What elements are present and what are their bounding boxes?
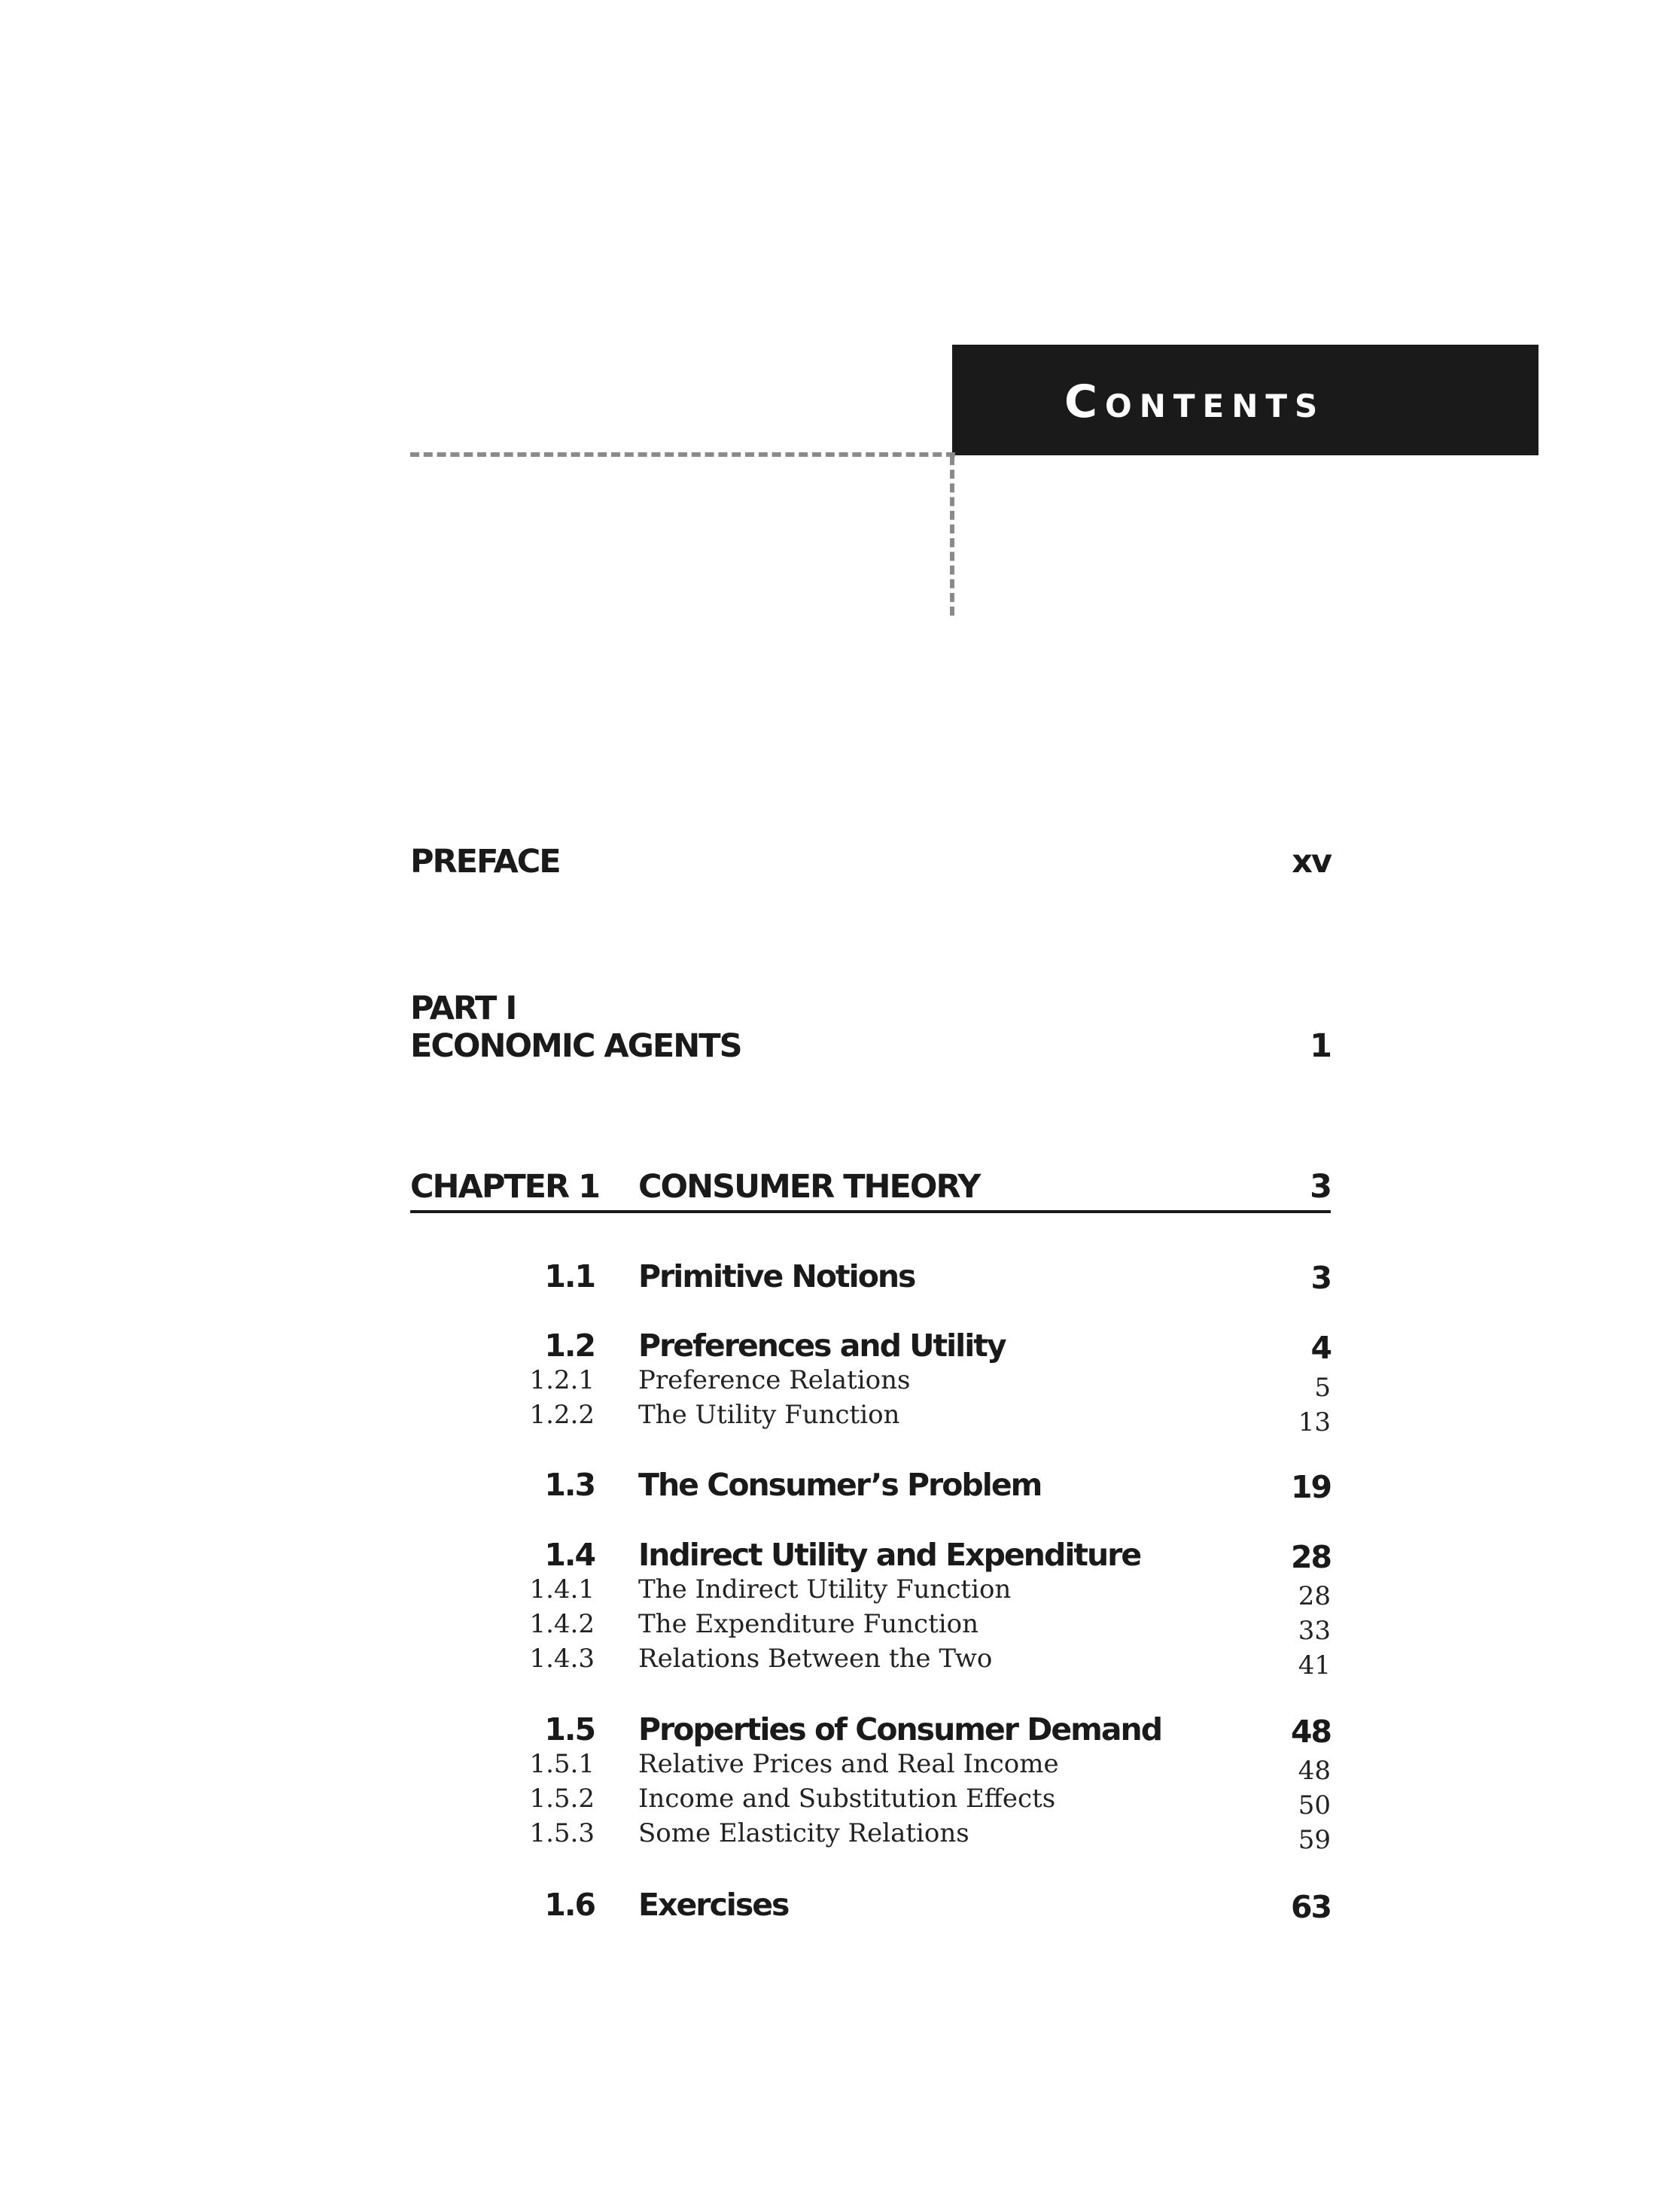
toc-section-number: 1.1 [544, 1258, 595, 1294]
toc-part-label: PART I [410, 990, 516, 1027]
toc-subsection-number: 1.4.2 [529, 1609, 595, 1639]
dashed-rule-horizontal [410, 452, 955, 457]
toc-subsection-page: 28 [1298, 1581, 1331, 1611]
toc-subsection-page: 13 [1298, 1407, 1331, 1437]
toc-section-title[interactable]: Preferences and Utility [638, 1328, 1006, 1364]
toc-section-number: 1.2 [544, 1328, 595, 1364]
toc-subsection-number: 1.2.2 [529, 1400, 595, 1430]
toc-subsection-page: 33 [1298, 1616, 1331, 1646]
toc-subsection-title[interactable]: The Expenditure Function [638, 1609, 978, 1639]
toc-chapter-page: 3 [1310, 1168, 1331, 1206]
toc-subsection-title[interactable]: Relations Between the Two [638, 1644, 993, 1674]
toc-section-page: 28 [1290, 1539, 1331, 1575]
toc-subsection-page: 59 [1298, 1825, 1331, 1855]
toc-subsection-number: 1.4.3 [529, 1644, 595, 1674]
toc-subsection-number: 1.5.1 [529, 1749, 595, 1779]
toc-section-page: 63 [1290, 1889, 1331, 1925]
toc-subsection-title[interactable]: Income and Substitution Effects [638, 1784, 1056, 1814]
toc-subsection-title[interactable]: Preference Relations [638, 1365, 911, 1395]
toc-section-page: 3 [1310, 1260, 1331, 1296]
toc-section-title[interactable]: Exercises [638, 1887, 789, 1923]
toc-section-page: 4 [1310, 1330, 1331, 1366]
chapter-rule [410, 1210, 1331, 1213]
toc-section-number: 1.4 [544, 1537, 595, 1573]
toc-part-page: 1 [1310, 1027, 1331, 1065]
toc-subsection-number: 1.2.1 [529, 1365, 595, 1395]
toc-subsection-title[interactable]: The Utility Function [638, 1400, 900, 1430]
page-title: Contents [1064, 376, 1325, 428]
toc-section-title[interactable]: Primitive Notions [638, 1258, 915, 1294]
dashed-rule-vertical [950, 456, 954, 616]
toc-section-number: 1.6 [544, 1887, 595, 1923]
toc-chapter-label: CHAPTER 1 [410, 1168, 600, 1206]
toc-preface-label[interactable]: PREFACE [410, 843, 560, 881]
toc-subsection-title[interactable]: Relative Prices and Real Income [638, 1749, 1059, 1779]
toc-section-number: 1.5 [544, 1711, 595, 1747]
toc-subsection-page: 41 [1298, 1650, 1331, 1681]
toc-section-page: 48 [1290, 1714, 1331, 1750]
toc-subsection-number: 1.5.3 [529, 1818, 595, 1848]
toc-part-title[interactable]: ECONOMIC AGENTS [410, 1027, 741, 1065]
toc-section-title[interactable]: The Consumer’s Problem [638, 1467, 1042, 1503]
toc-subsection-page: 5 [1314, 1373, 1331, 1403]
toc-subsection-number: 1.4.1 [529, 1574, 595, 1605]
toc-subsection-page: 50 [1298, 1790, 1331, 1820]
toc-subsection-title[interactable]: The Indirect Utility Function [638, 1574, 1012, 1605]
toc-section-number: 1.3 [544, 1467, 595, 1503]
toc-subsection-page: 48 [1298, 1756, 1331, 1786]
toc-subsection-title[interactable]: Some Elasticity Relations [638, 1818, 969, 1848]
toc-subsection-number: 1.5.2 [529, 1784, 595, 1814]
toc-section-title[interactable]: Indirect Utility and Expenditure [638, 1537, 1141, 1573]
toc-chapter-title[interactable]: CONSUMER THEORY [638, 1168, 980, 1206]
toc-section-page: 19 [1290, 1469, 1331, 1505]
toc-section-title[interactable]: Properties of Consumer Demand [638, 1711, 1162, 1747]
toc-preface-page: xv [1292, 843, 1331, 881]
